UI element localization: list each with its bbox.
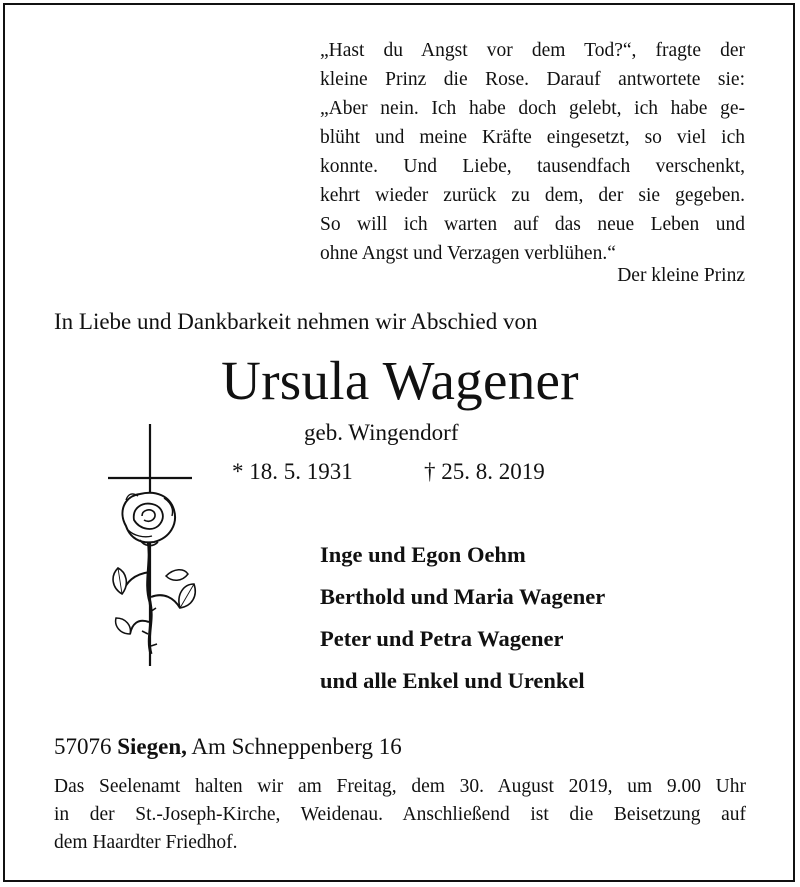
birth-date: * 18. 5. 1931 — [232, 459, 353, 484]
service-line: dem Haardter Friedhof. — [54, 832, 238, 853]
quote-attribution: Der kleine Prinz — [617, 265, 745, 286]
mourner-entry: und alle Enkel und Urenkel — [320, 668, 585, 693]
service-line: in der St.-Joseph-Kirche, Weidenau. Anschließend ist die Beisetzung auf — [54, 804, 746, 825]
quote-line: So will ich warten auf das neue Leben und — [320, 214, 745, 235]
quote-line: kleine Prinz die Rose. Darauf antwortete sie: — [320, 69, 745, 90]
mourners-list — [320, 534, 605, 702]
mourner-entry: Peter und Petra Wagener — [320, 626, 564, 651]
deceased-name: Ursula Wagener — [221, 350, 579, 411]
quote-block — [320, 36, 745, 268]
quote-line: konnte. Und Liebe, tausendfach verschenkt, — [320, 156, 745, 177]
quote-line: „Hast du Angst vor dem Tod?“, fragte der — [320, 40, 745, 61]
quote-line: blüht und meine Kräfte eingesetzt, so viel ich — [320, 127, 745, 148]
service-info — [54, 773, 746, 857]
address-street: Am Schneppenberg 16 — [191, 734, 402, 759]
quote-line: kehrt wieder zurück zu dem, der sie gegeben. — [320, 185, 745, 206]
cross-with-rose-icon — [104, 422, 200, 666]
intro-text: In Liebe und Dankbarkeit nehmen wir Abschied von — [54, 309, 538, 334]
address — [54, 731, 402, 763]
mourner-entry: Inge und Egon Oehm — [320, 542, 526, 567]
quote-line: „Aber nein. Ich habe doch gelebt, ich habe ge- — [320, 98, 745, 119]
birth-name: geb. Wingendorf — [304, 420, 459, 445]
mourner-entry: Berthold und Maria Wagener — [320, 584, 606, 609]
death-date: † 25. 8. 2019 — [424, 459, 545, 484]
service-line: Das Seelenamt halten wir am Freitag, dem 30. August 2019, um 9.00 Uhr — [54, 776, 746, 797]
life-dates — [232, 456, 545, 488]
address-city: Siegen, — [117, 734, 187, 759]
address-zip: 57076 — [54, 734, 112, 759]
quote-line: ohne Angst und Verzagen verblühen.“ — [320, 243, 616, 264]
